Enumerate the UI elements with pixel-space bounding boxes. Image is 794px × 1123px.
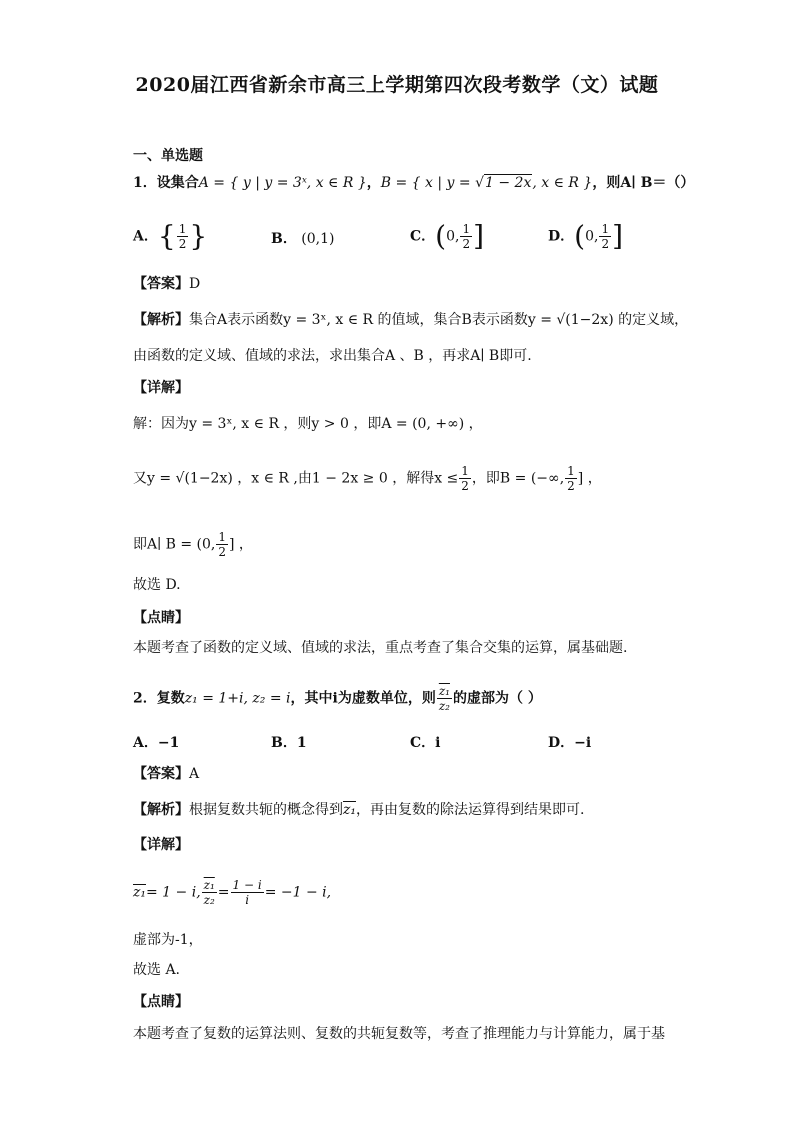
q1-option-d-label: D． [548, 228, 575, 245]
q1-answer: 【答案】D [133, 276, 201, 292]
q1-set-b-pre: B = { x | y = [380, 175, 476, 191]
q1-analysis-line-2: 由函数的定义域、值域的求法，求出集合A 、B ，再求A∣ B即可. [133, 348, 532, 364]
q1-detail-line-2: 又y = √(1−2x) ，x ∈ R ,由1 − 2x ≥ 0 ，解得x ≤ $\frac{1}{2}$ ，即B = (−∞, $\frac{1}{2}$ ] ， [133, 464, 602, 493]
q2-stem: 2．复数z₁ = 1+i, z₂ = i，其中i为虚数单位，则 $\frac{\text{z₁}}{\text{z₂}}$ 的虚部为（ ） [133, 684, 542, 713]
q2-imag-part: 虚部为-1， [133, 932, 203, 948]
q1-stem-prefix: 1．设集合 [133, 175, 199, 191]
q2-fraction: $\frac{\text{z₁}}{\text{z₂}}$ [438, 684, 450, 713]
q2-comment: 本题考查了复数的运算法则、复数的共轭复数等，考查了推理能力与计算能力，属于基 [133, 1026, 665, 1042]
q1-set-b-radicand: 1 − 2x [485, 175, 532, 191]
q1-comment: 本题考查了函数的定义域、值域的求法，重点考查了集合交集的运算，属基础题. [133, 640, 628, 656]
q2-comment-heading: 【点睛】 [133, 994, 189, 1010]
q1-option-b-value: (0,1) [301, 231, 335, 247]
q1-detail-heading: 【详解】 [133, 380, 189, 396]
q2-option-a: A．−1 [133, 735, 180, 751]
q1-stem: 1．设集合A = { y | y = 3ˣ, x ∈ R }，B = { x | y = √1 − 2x, x ∈ R }，则A∣ B＝（） [133, 175, 695, 191]
q1-option-a-fraction: $\frac{1}{2}$ [178, 222, 187, 251]
q1-option-a-label: A． [133, 228, 158, 245]
q1-option-c-label: C． [410, 228, 436, 245]
q1-comment-heading: 【点睛】 [133, 610, 189, 626]
q2-analysis: 【解析】根据复数共轭的概念得到z₁，再由复数的除法运算得到结果即可. [133, 802, 585, 818]
q2-detail-heading: 【详解】 [133, 837, 189, 853]
q2-option-c: C．i [410, 735, 441, 751]
q2-detail-equation: z₁= 1 − i, $\frac{\text{z₁}}{\text{z₂}}$ = $\frac{1 - i}{i}$ = −1 − i, [133, 878, 332, 907]
q1-option-b-label: B． [271, 231, 297, 247]
q1-detail-line-3: 即A∣ B = (0, $\frac{1}{2}$ ] ， [133, 530, 253, 559]
q1-set-b-post: , x ∈ R } [532, 175, 593, 191]
q1-analysis-line-1: 【解析】集合A表示函数y = 3ˣ, x ∈ R 的值域，集合B表示函数y = √(1−2x) 的定义域， [133, 312, 689, 328]
q2-answer: 【答案】A [133, 766, 200, 782]
section-heading: 一、单选题 [133, 148, 203, 164]
q1-set-a: A = { y | y = 3ˣ, x ∈ R } [198, 175, 367, 191]
page-title: 2020届江西省新余市高三上学期第四次段考数学（文）试题 [135, 74, 659, 96]
q1-detail-line-1: 解：因为y = 3ˣ, x ∈ R ，则y > 0 ，即A = (0, +∞) ， [133, 416, 483, 432]
q2-option-b: B．1 [271, 735, 307, 751]
q1-comma: ， [366, 175, 381, 191]
q2-choose: 故选 A. [133, 962, 181, 978]
q2-option-d: D．−i [548, 735, 592, 751]
q1-stem-suffix: ，则A∣ B＝（） [592, 175, 695, 191]
q1-option-b [271, 228, 335, 248]
q1-option-d: D．(0, $\frac{1}{2}$ ] [548, 219, 624, 253]
q1-option-a: A．{ $\frac{1}{2}$ } [133, 219, 208, 253]
q1-choose: 故选 D. [133, 577, 181, 593]
q1-option-c: C．(0, $\frac{1}{2}$ ] [410, 219, 485, 253]
